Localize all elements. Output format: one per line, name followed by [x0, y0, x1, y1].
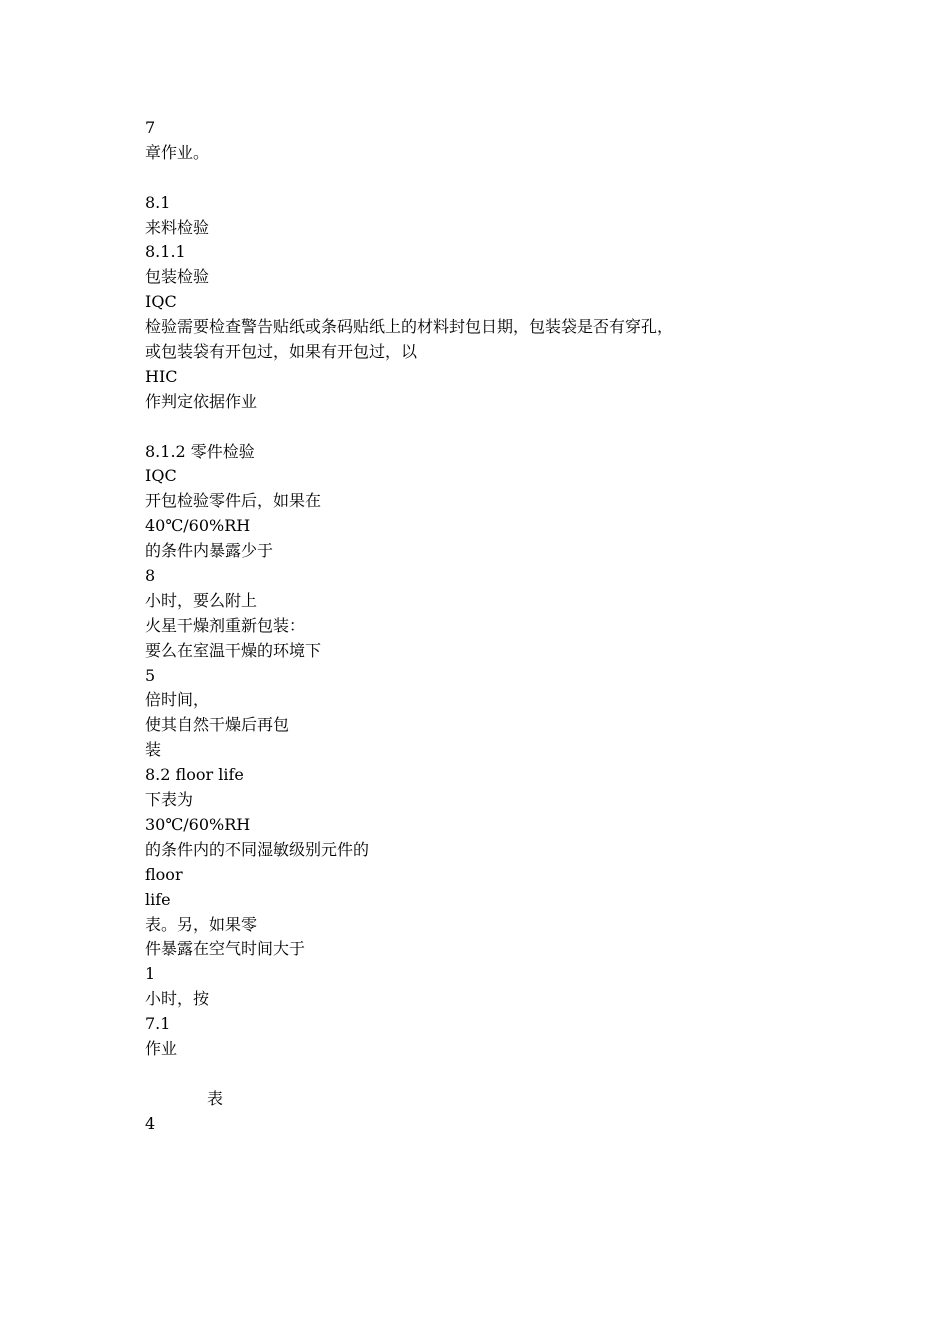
text-line: IQC — [145, 292, 177, 312]
text-line: 作业 — [145, 1038, 178, 1058]
text-line: IQC — [145, 466, 177, 486]
text-line: 5 — [145, 665, 156, 685]
table-caption: 表 — [207, 1088, 224, 1108]
text-line: 7.1 — [145, 1014, 171, 1034]
text-line: 8 — [145, 566, 156, 586]
text-line: 倍时间， — [145, 690, 210, 710]
text-line: 的条件内暴露少于 — [145, 541, 274, 561]
text-line: 章作业。 — [145, 142, 210, 162]
section-number: 8.1 — [145, 192, 171, 212]
text-line: 30℃/60%RH — [145, 814, 251, 834]
document-body — [145, 116, 845, 1137]
text-line: 开包检验零件后，如果在 — [145, 491, 322, 511]
section-heading: 8.2 floor life — [145, 765, 244, 785]
section-number: 8.1.1 — [145, 242, 186, 262]
text-line: life — [145, 889, 171, 909]
section-heading: 8.1.2 零件检验 — [145, 441, 255, 461]
text-line: 7 — [145, 118, 156, 137]
text-line: 或包装袋有开包过，如果有开包过，以 — [145, 342, 418, 362]
text-line: 40℃/60%RH — [145, 516, 251, 536]
text-line: 火星干燥剂重新包装： — [145, 615, 306, 635]
text-line: 小时，按 — [145, 989, 210, 1009]
text-line: 1 — [145, 964, 156, 984]
text-line: floor — [145, 864, 183, 884]
blank-line — [145, 166, 845, 191]
blank-line — [145, 415, 845, 440]
text-line: 使其自然干燥后再包 — [145, 715, 290, 735]
text-line: 要么在室温干燥的环境下 — [145, 640, 322, 660]
text-line: 件暴露在空气时间大于 — [145, 939, 306, 959]
text-line: 下表为 — [145, 790, 194, 810]
text-line: HIC — [145, 366, 178, 386]
section-heading: 来料检验 — [145, 217, 210, 237]
text-line: 小时，要么附上 — [145, 590, 258, 610]
blank-line — [145, 1062, 845, 1087]
text-line: 作判定依据作业 — [145, 391, 258, 411]
text-line: 装 — [145, 740, 162, 760]
text-line: 检验需要检查警告贴纸或条码贴纸上的材料封包日期，包装袋是否有穿孔， — [145, 317, 674, 337]
table-number: 4 — [145, 1113, 156, 1133]
text-line: 表。另，如果零 — [145, 914, 258, 934]
text-line: 的条件内的不同湿敏级别元件的 — [145, 839, 370, 859]
section-heading: 包装检验 — [145, 267, 210, 287]
